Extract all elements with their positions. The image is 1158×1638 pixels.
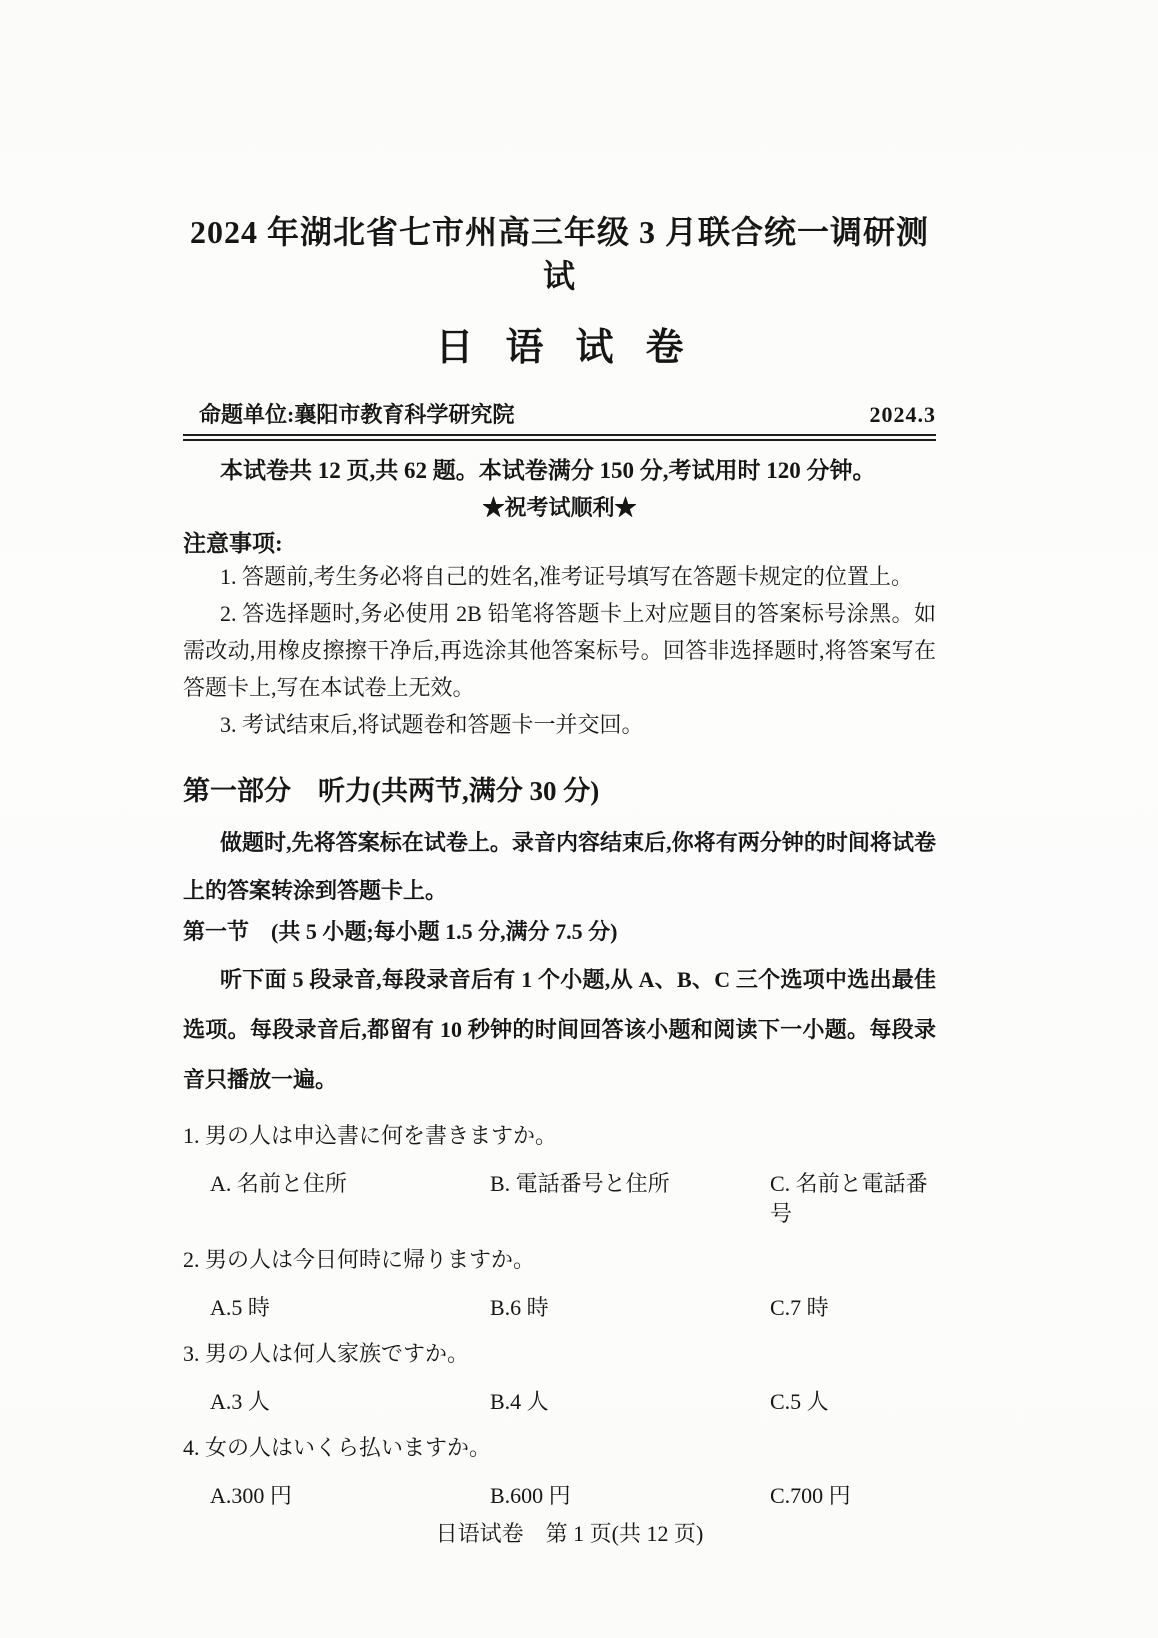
question-4-option-c: C.700 円 [770,1483,851,1508]
section1-instruction: 听下面 5 段录音,每段录音后有 1 个小题,从 A、B、C 三个选项中选出最佳选项。每段录音后,都留有 10 秒钟的时间回答该小题和阅读下一小题。每段录音只播放一遍。 [183,967,936,1092]
question-2-option-b: B.6 時 [490,1295,549,1320]
exam-title: 2024 年湖北省七市州高三年级 3 月联合统一调研测试 [189,214,929,294]
question-3-option-a: A.3 人 [210,1389,270,1414]
paper-summary-line: 本试卷共 12 页,共 62 题。本试卷满分 150 分,考试用时 120 分钟。 [220,458,876,483]
section1-heading: 第一节 (共 5 小题;每小题 1.5 分,满分 7.5 分) [183,919,618,944]
question-1-text: 1. 男の人は申込書に何を書きますか。 [183,1123,558,1148]
question-2 [183,1245,936,1323]
header-row [183,400,936,430]
page-footer: 日语试卷 第 1 页(共 12 页) [435,1521,704,1546]
paper-subject-title: 日语试卷 [435,327,716,369]
question-4-options [183,1481,936,1511]
question-4 [183,1433,936,1511]
notice-section [183,530,936,743]
question-1-option-c: C. 名前と電話番号 [770,1171,928,1226]
question-2-text: 2. 男の人は今日何時に帰りますか。 [183,1247,536,1272]
double-rule-divider [183,434,936,441]
question-3-option-b: B.4 人 [490,1389,549,1414]
question-1-options [183,1169,936,1229]
notice-item-2: 2. 答选择题时,务必使用 2B 铅笔将答题卡上对应题目的答案标号涂黑。如需改动,用橡皮擦擦干净后,再选涂其他答案标号。回答非选择题时,将答案写在答题卡上,写在本试卷上无效。 [183,601,936,700]
part1-instruction: 做题时,先将答案标在试卷上。录音内容结束后,你将有两分钟的时间将试卷上的答案转涂到答题卡上。 [183,830,936,903]
question-4-text: 4. 女の人はいくら払いますか。 [183,1435,492,1460]
question-4-option-a: A.300 円 [210,1483,292,1508]
question-3 [183,1339,936,1417]
question-1 [183,1121,936,1229]
good-luck-message: ★祝考试顺利★ [482,495,637,520]
question-3-options [183,1387,936,1417]
exam-date-label: 2024.3 [869,402,936,427]
question-1-option-a: A. 名前と住所 [210,1171,347,1196]
notice-heading: 注意事项: [183,531,283,556]
question-3-option-c: C.5 人 [770,1389,829,1414]
issuing-unit-label: 命题单位:襄阳市教育科学研究院 [199,402,515,427]
question-1-option-b: B. 電話番号と住所 [490,1171,670,1196]
question-2-options [183,1293,936,1323]
part1-heading: 第一部分 听力(共两节,满分 30 分) [183,776,600,806]
question-3-text: 3. 男の人は何人家族ですか。 [183,1341,470,1366]
notice-item-1: 1. 答题前,考生务必将自己的姓名,准考证号填写在答题卡规定的位置上。 [220,564,914,589]
question-2-option-c: C.7 時 [770,1295,829,1320]
question-2-option-a: A.5 時 [210,1295,270,1320]
question-4-option-b: B.600 円 [490,1483,571,1508]
notice-item-3: 3. 考试结束后,将试题卷和答题卡一并交回。 [220,712,644,737]
page-content [183,0,936,1549]
